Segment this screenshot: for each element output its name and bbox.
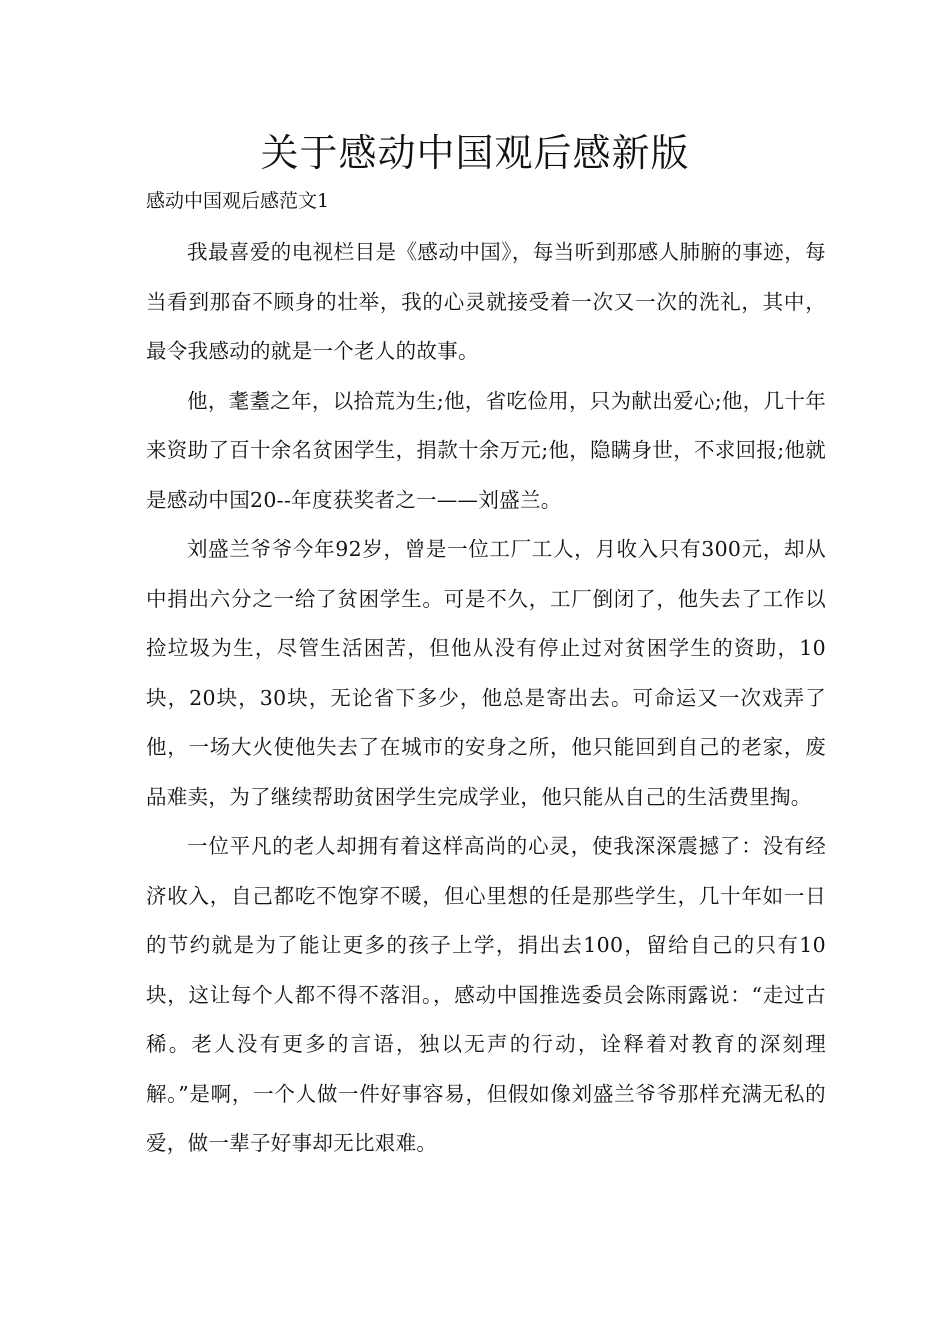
paragraph-1: 我最喜爱的电视栏目是《感动中国》，每当听到那感人肺腑的事迹，每当看到那奋不顾身的壮举，我的心灵就接受着一次又一次的洗礼，其中，最令我感动的就是一个老人的故事。 (146, 240, 826, 363)
paragraph-3: 刘盛兰爷爷今年92岁，曾是一位工厂工人，月收入只有300元，却从中捐出六分之一给了贫困学生。可是不久，工厂倒闭了，他失去了工作以捡垃圾为生，尽管生活困苦，但他从没有停止过对贫困学生的资助，10块，20块，30块，无论省下多少，他总是寄出去。可命运又一次戏弄了他，一场大火使他失去了在城市的安身之所，他只能回到自己的老家，废品难卖，为了继续帮助贫困学生完成学业，他只能从自己的生活费里掏。 (146, 537, 826, 809)
document-title: 关于感动中国观后感新版 (260, 131, 690, 175)
document-body (146, 228, 826, 1169)
paragraph-4: 一位平凡的老人却拥有着这样高尚的心灵，使我深深震撼了：没有经济收入，自己都吃不饱穿不暖，但心里想的任是那些学生，几十年如一日的节约就是为了能让更多的孩子上学，捐出去100，留给自己的只有10块，这让每个人都不得不落泪。，感动中国推选委员会陈雨露说：“走过古稀。老人没有更多的言语，独以无声的行动，诠释着对教育的深刻理解。”是啊，一个人做一件好事容易，但假如像刘盛兰爷爷那样充满无私的爱，做一辈子好事却无比艰难。 (146, 834, 826, 1155)
paragraph-2: 他，耄耋之年，以拾荒为生;他，省吃俭用，只为献出爱心;他，几十年来资助了百十余名贫困学生，捐款十余万元;他，隐瞒身世，不求回报;他就是感动中国20--年度获奖者之一——刘盛兰。 (146, 388, 827, 512)
section-subtitle: 感动中国观后感范文1 (146, 190, 330, 212)
